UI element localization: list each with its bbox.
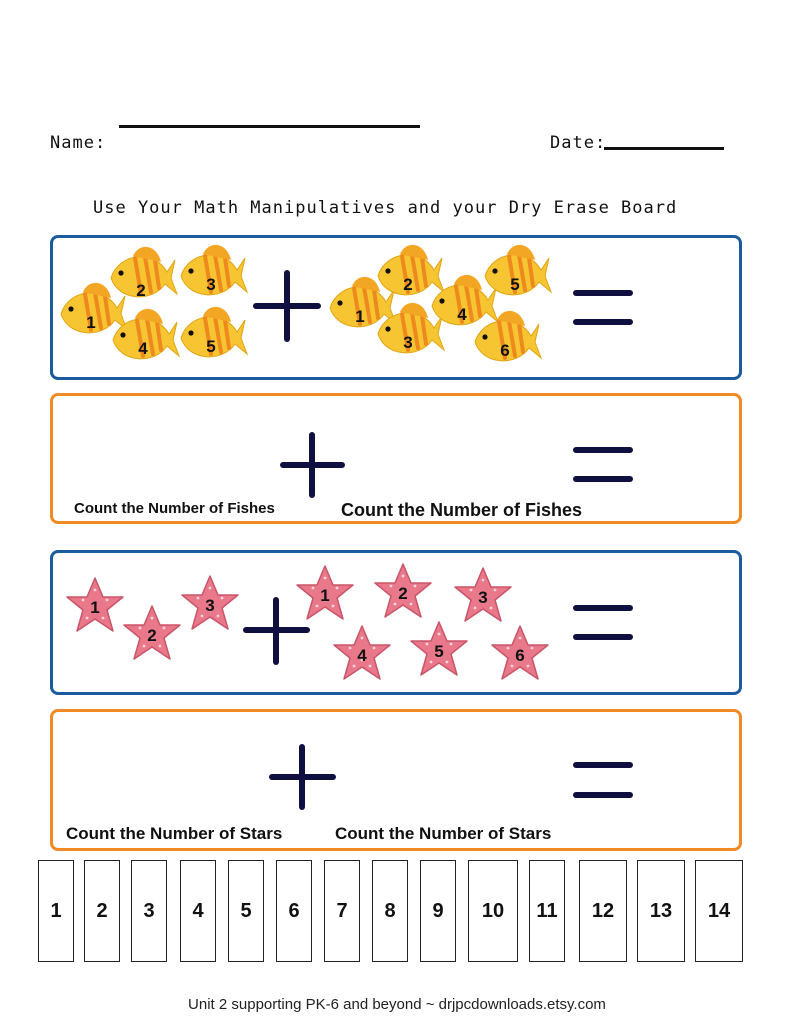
star-number: 3	[478, 588, 488, 607]
fish-problem-box	[50, 235, 742, 380]
name-label: Name:	[50, 133, 107, 153]
date-label: Date:	[550, 133, 607, 153]
fish-number: 4	[457, 305, 467, 324]
equals-sign	[576, 293, 630, 322]
number-card[interactable]: 3	[131, 860, 167, 962]
instruction-text: Use Your Math Manipulatives and your Dry Erase Board	[93, 198, 678, 218]
star-left-caption: Count the Number of Stars	[66, 824, 283, 843]
starfish-icon	[182, 576, 238, 629]
fish-number: 3	[206, 275, 216, 294]
fish-left-caption: Count the Number of Fishes	[74, 500, 275, 517]
starfish-icon	[375, 564, 431, 617]
star-number: 1	[320, 586, 330, 605]
fish-number: 2	[136, 281, 146, 300]
number-card[interactable]: 10	[468, 860, 518, 962]
fish-number: 3	[403, 333, 413, 352]
star-number: 2	[147, 626, 157, 645]
fish-number: 4	[138, 339, 148, 358]
star-number: 2	[398, 584, 408, 603]
number-card[interactable]: 6	[276, 860, 312, 962]
star-number: 1	[90, 598, 100, 617]
star-answer-box[interactable]	[50, 709, 742, 851]
fish-number: 2	[403, 275, 413, 294]
number-card[interactable]: 4	[180, 860, 216, 962]
fish-number: 1	[355, 307, 365, 326]
plus-sign	[272, 747, 333, 807]
number-card[interactable]: 12	[579, 860, 627, 962]
starfish-icon	[67, 578, 123, 631]
footer-credit: Unit 2 supporting PK-6 and beyond ~ drjpcdownloads.etsy.com	[188, 996, 606, 1013]
number-card[interactable]: 9	[420, 860, 456, 962]
fish-icon	[181, 245, 247, 295]
starfish-icon	[334, 626, 390, 679]
number-card[interactable]: 14	[695, 860, 743, 962]
starfish-icon	[124, 606, 180, 659]
fish-number: 5	[206, 337, 216, 356]
fish-number: 6	[500, 341, 510, 360]
plus-sign	[256, 273, 318, 339]
number-card[interactable]: 7	[324, 860, 360, 962]
star-number: 3	[205, 596, 215, 615]
number-card[interactable]: 1	[38, 860, 74, 962]
equals-sign	[576, 450, 630, 479]
equals-sign	[576, 765, 630, 795]
star-problem-art	[50, 550, 742, 695]
fish-right-caption: Count the Number of Fishes	[341, 500, 583, 520]
number-card[interactable]: 2	[84, 860, 120, 962]
fish-icon	[61, 283, 127, 333]
fish-problem-art	[50, 235, 742, 380]
date-line[interactable]	[604, 147, 724, 150]
fish-number: 1	[86, 313, 96, 332]
fish-icon	[113, 309, 179, 359]
name-line[interactable]	[119, 125, 420, 128]
starfish-icon	[492, 626, 548, 679]
plus-sign	[283, 435, 342, 495]
number-card[interactable]: 11	[529, 860, 565, 962]
plus-sign	[246, 600, 307, 662]
starfish-icon	[411, 622, 467, 675]
number-card[interactable]: 5	[228, 860, 264, 962]
number-card[interactable]: 8	[372, 860, 408, 962]
fish-icon	[475, 311, 541, 361]
star-number: 4	[357, 646, 367, 665]
number-card[interactable]: 13	[637, 860, 685, 962]
starfish-icon	[455, 568, 511, 621]
fish-icon	[378, 245, 444, 295]
fish-answer-box[interactable]	[50, 393, 742, 524]
equals-sign	[576, 608, 630, 637]
star-right-caption: Count the Number of Stars	[335, 824, 552, 843]
fish-icon	[181, 307, 247, 357]
star-problem-box	[50, 550, 742, 695]
starfish-icon	[297, 566, 353, 619]
fish-icon	[485, 245, 551, 295]
fish-number: 5	[510, 275, 520, 294]
star-number: 5	[434, 642, 444, 661]
star-number: 6	[515, 646, 525, 665]
fish-icon	[111, 247, 177, 300]
